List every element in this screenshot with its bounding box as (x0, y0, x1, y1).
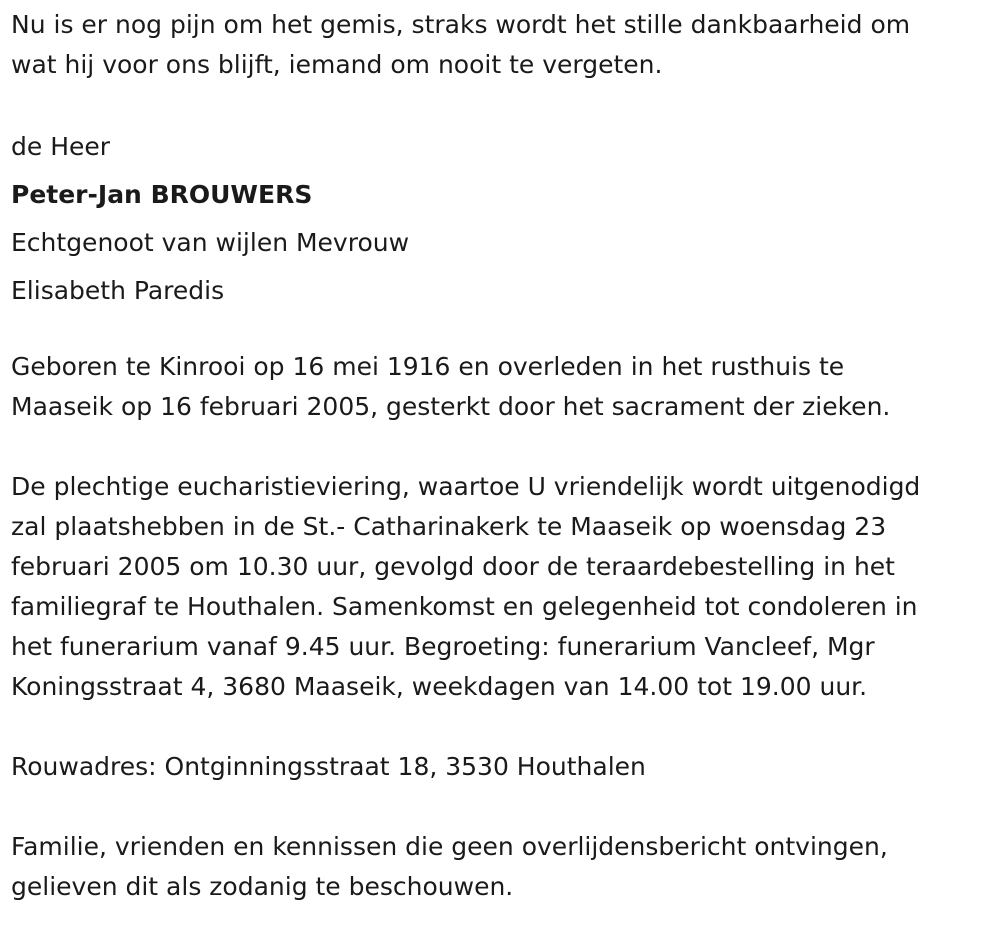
closing-paragraph (11, 827, 996, 907)
address-paragraph (11, 747, 996, 787)
spacer (11, 315, 996, 347)
intro-paragraph (11, 5, 996, 85)
closing-line: Familie, vrienden en kennissen die geen overlijdensbericht ontvingen, (11, 832, 888, 861)
ceremony-line: Koningsstraat 4, 3680 Maaseik, weekdagen van 14.00 tot 19.00 uur. (11, 672, 868, 701)
intro-line: Nu is er nog pijn om het gemis, straks wordt het stille dankbaarheid om (11, 10, 911, 39)
birth-death-line: Geboren te Kinrooi op 16 mei 1916 en overleden in het rusthuis te (11, 352, 845, 381)
salutation: de Heer (11, 132, 111, 161)
ceremony-line: februari 2005 om 10.30 uur, gevolgd door de teraardebestelling in het (11, 552, 895, 581)
intro-line: wat hij voor ons blijft, iemand om nooit te vergeten. (11, 50, 663, 79)
deceased-name: Peter-Jan BROUWERS (11, 180, 313, 209)
deceased-block (11, 123, 996, 315)
mourning-address: Rouwadres: Ontginningsstraat 18, 3530 Houthalen (11, 752, 646, 781)
spacer (11, 85, 996, 125)
birth-death-paragraph (11, 347, 996, 427)
relation-line: Echtgenoot van wijlen Mevrouw (11, 228, 410, 257)
closing-line: gelieven dit als zodanig te beschouwen. (11, 872, 514, 901)
spacer (11, 707, 996, 747)
ceremony-paragraph (11, 467, 996, 707)
ceremony-line: De plechtige eucharistieviering, waartoe U vriendelijk wordt uitgenodigd (11, 472, 921, 501)
birth-death-line: Maaseik op 16 februari 2005, gesterkt door het sacrament der zieken. (11, 392, 891, 421)
spacer (11, 787, 996, 827)
ceremony-line: zal plaatshebben in de St.- Catharinakerk te Maaseik op woensdag 23 (11, 512, 887, 541)
relation-line: Elisabeth Paredis (11, 276, 225, 305)
ceremony-line: familiegraf te Houthalen. Samenkomst en gelegenheid tot condoleren in (11, 592, 918, 621)
ceremony-line: het funerarium vanaf 9.45 uur. Begroeting: funerarium Vancleef, Mgr (11, 632, 875, 661)
obituary-document (11, 5, 996, 907)
spacer (11, 427, 996, 467)
